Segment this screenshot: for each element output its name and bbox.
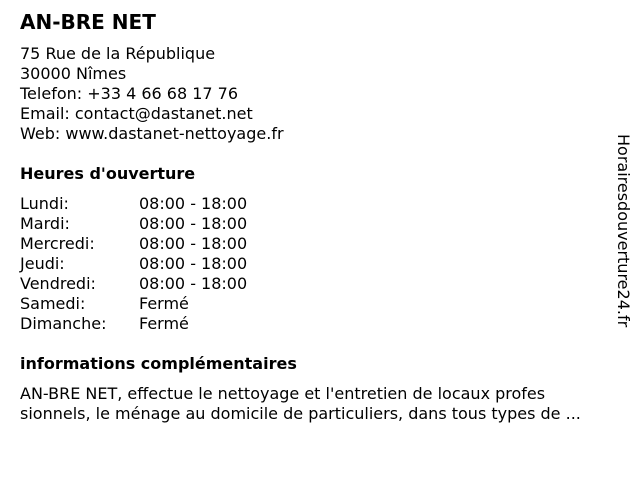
hours-day: Mardi: [20,214,70,233]
additional-info-text [20,384,632,424]
hours-row-monday [20,194,247,214]
opening-hours-heading: Heures d'ouverture [20,164,196,183]
hours-time: 08:00 - 18:00 [139,194,248,213]
hours-time: 08:00 - 18:00 [139,274,248,293]
additional-info-heading: informations complémentaires [20,354,297,373]
hours-time: 08:00 - 18:00 [139,254,248,273]
contact-block [20,44,284,144]
info-text-line: sionnels, le ménage au domicile de particuliers, dans tous types de ... [20,404,581,423]
phone-number: Telefon: +33 4 66 68 17 76 [20,84,239,103]
address-street: 75 Rue de la République [20,44,216,63]
hours-time: 08:00 - 18:00 [139,234,248,253]
info-text-line: AN-BRE NET, effectue le nettoyage et l'entretien de locaux profes [20,384,546,403]
hours-time: Fermé [139,294,189,313]
hours-row-friday [20,274,247,294]
opening-hours-table [20,194,247,334]
hours-row-sunday [20,314,247,334]
hours-row-tuesday [20,214,247,234]
hours-day: Samedi: [20,294,86,313]
hours-day: Lundi: [20,194,69,213]
website-address: Web: www.dastanet-nettoyage.fr [20,124,284,143]
site-brand-vertical [612,134,634,344]
hours-day: Mercredi: [20,234,95,253]
hours-day: Vendredi: [20,274,96,293]
hours-day: Jeudi: [20,254,65,273]
hours-time: 08:00 - 18:00 [139,214,248,233]
business-name: AN-BRE NET [20,10,156,34]
hours-time: Fermé [139,314,189,333]
hours-row-saturday [20,294,247,314]
hours-row-thursday [20,254,247,274]
site-brand-text: Horairesdouverture24.fr [614,134,633,328]
address-city: 30000 Nîmes [20,64,127,83]
email-address: Email: contact@dastanet.net [20,104,253,123]
hours-row-wednesday [20,234,247,254]
hours-day: Dimanche: [20,314,107,333]
